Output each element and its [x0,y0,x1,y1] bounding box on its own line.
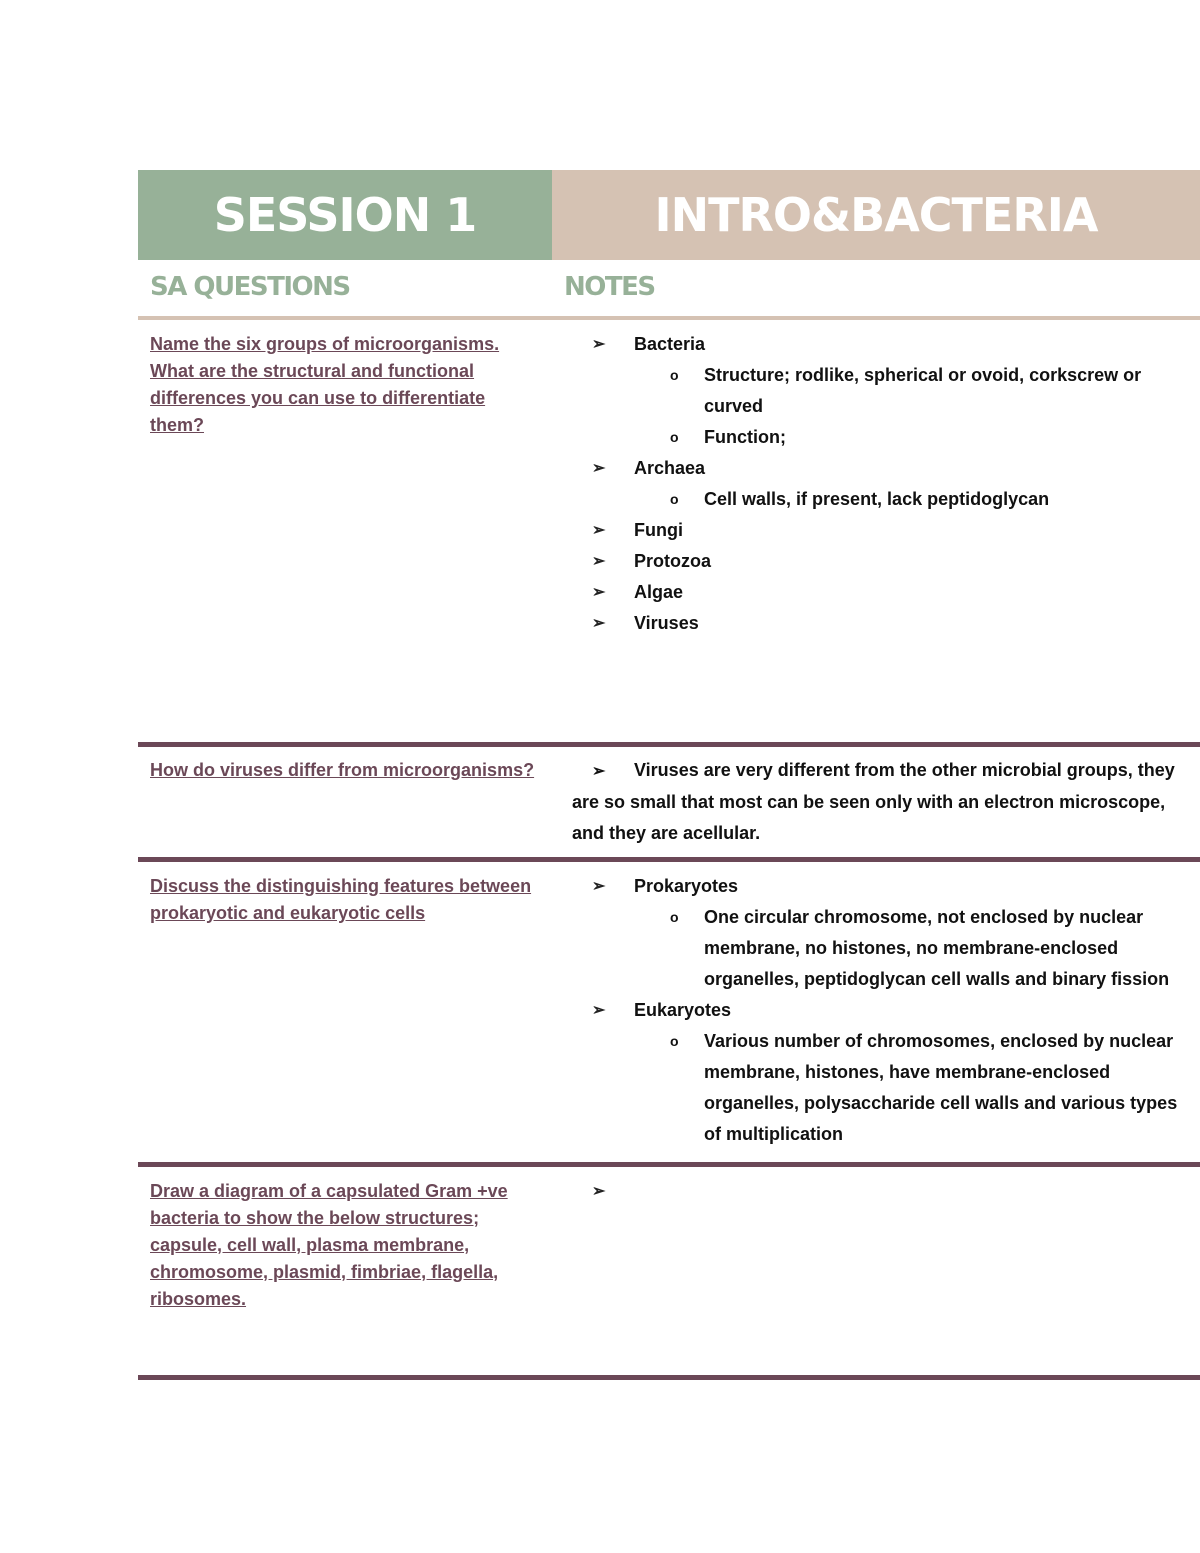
notes-1 [572,329,1192,639]
arrow-bullet-icon: ➢ [592,553,606,570]
list-item: ➢ Bacteria [572,329,1192,360]
notes-2 [572,755,1192,849]
arrow-bullet-icon: ➢ [592,878,606,895]
row-divider [138,1162,1200,1167]
row-divider [138,742,1200,747]
list-item: ➢ Protozoa [572,546,1192,577]
circle-bullet-icon: o [670,909,679,925]
list-item: ➢ Fungi [572,515,1192,546]
question-4: Draw a diagram of a capsulated Gram +ve bacteria to show the below structures; capsule, cell wall, plasma membrane, chromosome, plasmid, fimbriae, flagella, ribosomes. [150,1181,508,1309]
list-item: ➢ Eukaryotes [572,995,1192,1026]
arrow-bullet-icon: ➢ [592,336,606,353]
table-bottom-border [138,1375,1200,1380]
list-item: ➢ Viruses [572,608,1192,639]
header-divider [138,316,1200,320]
session-banner [138,170,552,260]
session-title: SESSION 1 [213,188,477,242]
notes-column-title: NOTES [564,272,655,302]
row-divider [138,857,1200,862]
topic-banner [552,170,1200,260]
question-1: Name the six groups of microorganisms. What are the structural and functional differences you can use to differentiate them? [150,334,500,435]
list-item: o Various number of chromosomes, enclosed by nuclear membrane, histones, have membrane-enclosed organelles, polysaccharide cell walls and various types of multiplication [572,1026,1192,1150]
list-item: o Cell walls, if present, lack peptidoglycan [572,484,1192,515]
list-item: o Structure; rodlike, spherical or ovoid, corkscrew or curved [572,360,1192,422]
circle-bullet-icon: o [670,429,679,445]
list-item: ➢ Algae [572,577,1192,608]
circle-bullet-icon: o [670,367,679,383]
arrow-bullet-icon: ➢ [592,522,606,539]
arrow-bullet-icon: ➢ [592,460,606,477]
notes-3 [572,871,1192,1150]
list-item [572,1176,1192,1207]
arrow-bullet-icon: ➢ [592,763,606,780]
list-item: ➢ Archaea [572,453,1192,484]
list-item: ➢ Prokaryotes [572,871,1192,902]
notes-2-text: Viruses are very different from the other microbial groups, they are so small that most can be seen only with an electron microscope, and they are acellular. [572,760,1175,843]
list-item: o One circular chromosome, not enclosed by nuclear membrane, no histones, no membrane-enclosed organelles, peptidoglycan cell walls and binary fission [572,902,1192,995]
circle-bullet-icon: o [670,491,679,507]
question-3: Discuss the distinguishing features between prokaryotic and eukaryotic cells [150,876,532,923]
circle-bullet-icon: o [670,1033,679,1049]
arrow-bullet-icon: ➢ [592,1002,606,1019]
arrow-bullet-icon: ➢ [592,1183,606,1200]
notes-4 [572,1176,1192,1207]
question-2: How do viruses differ from microorganisms? [150,760,535,780]
questions-column-title: SA QUESTIONS [150,272,350,302]
arrow-bullet-icon: ➢ [592,615,606,632]
list-item: o Function; [572,422,1192,453]
topic-title: INTRO&BACTERIA [654,188,1098,242]
arrow-bullet-icon: ➢ [592,584,606,601]
